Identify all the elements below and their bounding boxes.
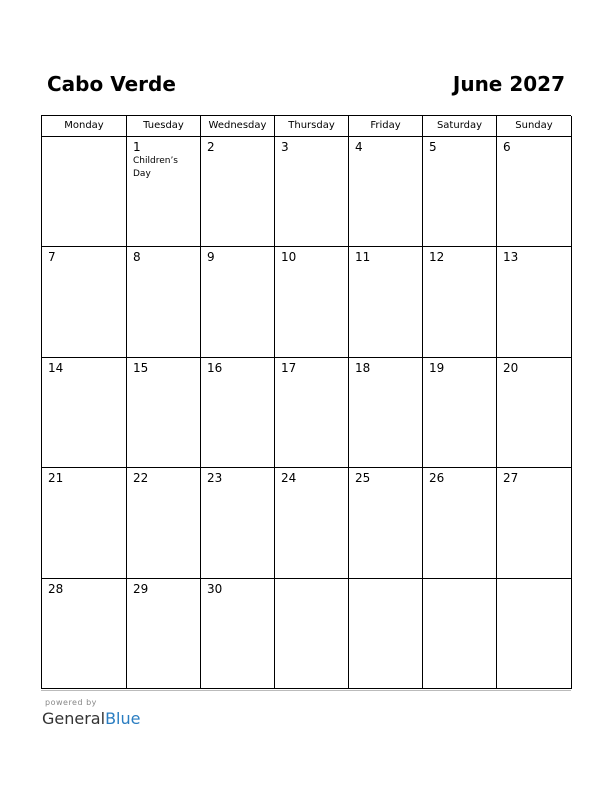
calendar-table	[42, 116, 571, 689]
day-number: 19	[429, 360, 445, 375]
day-cell	[201, 137, 275, 247]
weekday-header-thursday: Thursday	[275, 116, 349, 137]
weekday-header-saturday: Saturday	[423, 116, 497, 137]
day-number: 4	[355, 140, 363, 154]
day-cell	[497, 137, 572, 247]
day-cell	[423, 137, 497, 247]
weekday-header-wednesday: Wednesday	[201, 116, 275, 137]
day-cell	[201, 358, 275, 468]
day-number: 14	[48, 360, 64, 375]
day-cell	[42, 247, 127, 357]
day-cell	[349, 137, 423, 247]
day-cell	[275, 137, 349, 247]
day-cell	[497, 247, 572, 357]
day-number: 24	[281, 471, 297, 486]
day-number: 30	[207, 581, 223, 596]
day-number: 3	[281, 140, 289, 154]
day-number: 20	[503, 360, 519, 375]
day-cell	[127, 358, 201, 468]
day-cell	[423, 579, 497, 689]
day-number: 28	[48, 581, 64, 596]
day-number: 7	[48, 250, 56, 265]
day-number: 16	[207, 360, 223, 375]
day-number: 2	[207, 140, 215, 154]
day-number: 9	[207, 250, 215, 265]
day-cell	[42, 468, 127, 578]
day-cell	[127, 137, 201, 247]
day-cell	[201, 468, 275, 578]
brand-logo-blue: Blue	[105, 709, 141, 728]
day-number: 21	[48, 471, 64, 486]
day-cell	[201, 247, 275, 357]
day-number: 17	[281, 360, 297, 375]
day-cell	[127, 579, 201, 689]
weekday-header-sunday: Sunday	[497, 116, 572, 137]
powered-by-text: powered by	[45, 698, 97, 707]
brand-logo[interactable]	[42, 709, 140, 729]
day-cell	[127, 468, 201, 578]
country-title: Cabo Verde	[47, 72, 176, 96]
day-number: 8	[133, 250, 141, 265]
holiday-label: Children’s Day	[133, 156, 178, 179]
weekday-header-friday: Friday	[349, 116, 423, 137]
day-cell	[349, 579, 423, 689]
day-number: 5	[429, 140, 437, 154]
day-cell	[275, 358, 349, 468]
day-number: 18	[355, 360, 371, 375]
day-cell	[275, 247, 349, 357]
day-number: 29	[133, 581, 149, 596]
day-number: 27	[503, 471, 519, 486]
day-number: 12	[429, 250, 445, 265]
day-cell	[423, 247, 497, 357]
calendar-grid	[41, 115, 571, 689]
weekday-header-tuesday: Tuesday	[127, 116, 201, 137]
day-number: 11	[355, 250, 371, 265]
day-cell	[201, 579, 275, 689]
day-number: 26	[429, 471, 445, 486]
day-cell	[423, 358, 497, 468]
day-number: 22	[133, 471, 149, 486]
day-cell	[275, 468, 349, 578]
day-cell	[349, 247, 423, 357]
day-number: 13	[503, 250, 519, 265]
brand-logo-general: General	[42, 709, 106, 728]
footer	[41, 690, 571, 728]
day-cell	[497, 579, 572, 689]
day-cell	[127, 247, 201, 357]
day-cell	[42, 358, 127, 468]
day-cell	[497, 468, 572, 578]
weekday-header-monday: Monday	[42, 116, 127, 137]
day-cell	[349, 468, 423, 578]
day-number: 23	[207, 471, 223, 486]
day-number: 15	[133, 360, 149, 375]
day-cell	[497, 358, 572, 468]
day-number: 25	[355, 471, 371, 486]
day-cell	[423, 468, 497, 578]
day-cell	[275, 579, 349, 689]
day-number: 6	[503, 140, 511, 154]
day-cell	[42, 137, 127, 247]
day-number: 1	[133, 140, 141, 154]
month-year-title: June 2027	[452, 72, 565, 96]
day-cell	[349, 358, 423, 468]
day-cell	[42, 579, 127, 689]
day-number: 10	[281, 250, 297, 265]
